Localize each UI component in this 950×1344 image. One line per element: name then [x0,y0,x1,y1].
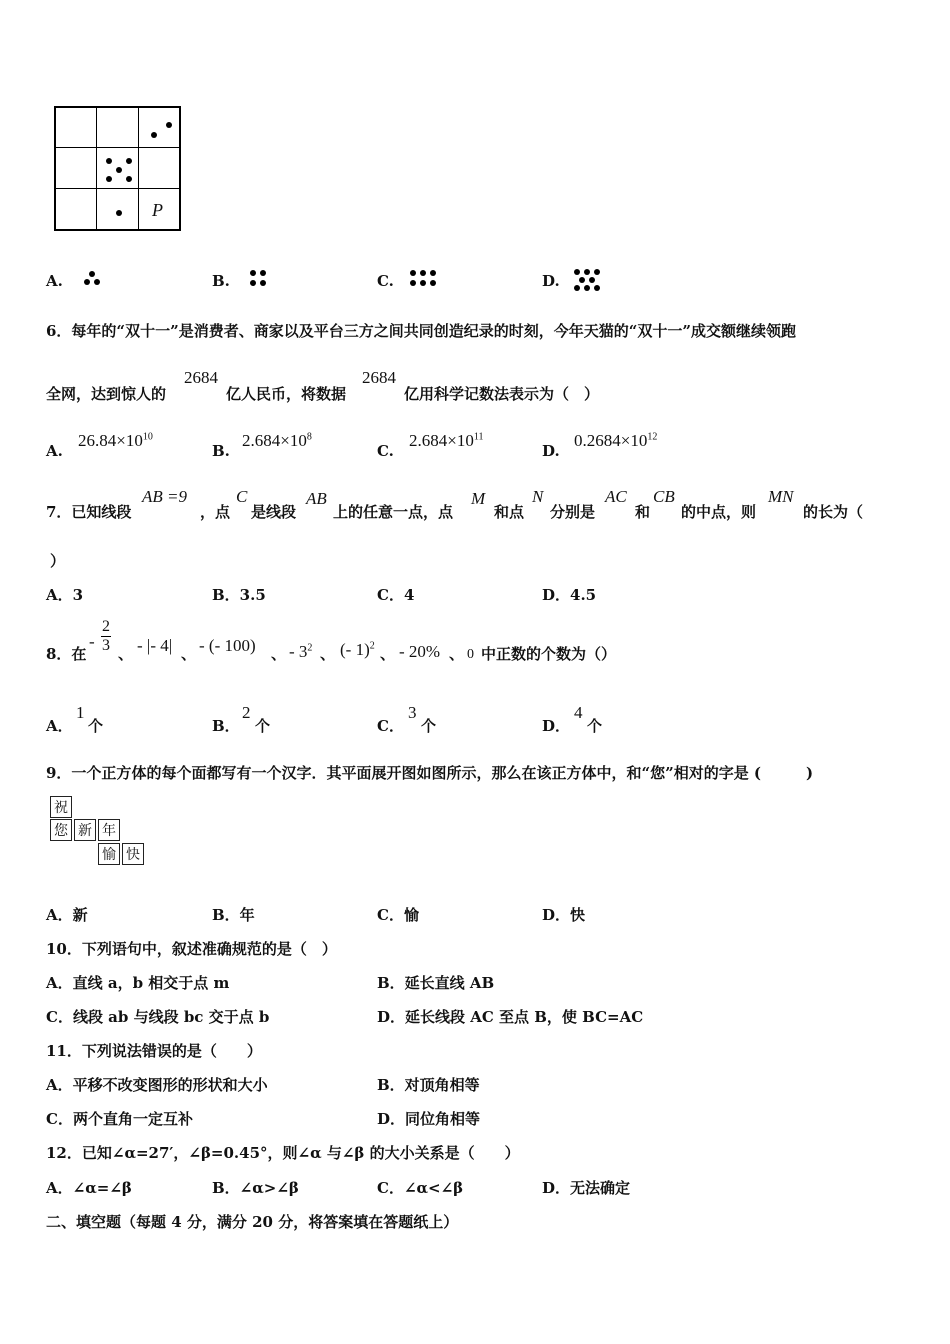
net-cell-nian: 年 [98,819,120,841]
q7-option-a: A．3 [46,586,84,604]
q6-option-c-label: C. [377,442,394,460]
q8-option-b-num: 2 [242,703,251,722]
q10-option-a: A．直线 a，b 相交于点 m [46,974,230,992]
q8-expr-6: - 20% [399,642,441,661]
q8-expr-2: - |- 4| [137,636,173,655]
q7-n: N [532,487,544,506]
net-cell-yu: 愉 [98,843,120,865]
q10-option-d: D．延长线段 AC 至点 B，使 BC=AC [377,1008,644,1026]
q10-option-b: B．延长直线 AB [377,974,495,992]
q7-text-8: 的中点，则 [681,503,757,521]
q7-m: M [471,489,486,508]
p-label: P [152,200,163,220]
q8-option-c-label: C． [377,717,404,735]
q6-option-a-value: $26.84\times 10^{10}$ [78,431,153,450]
cube-net-figure [50,796,150,868]
q8-option-d-label: D． [542,717,571,735]
q6-stem-line2-post: 亿用科学记数法表示为（ ） [404,385,600,403]
q8-option-d-num: 4 [574,703,583,722]
q7-ab: AB [306,489,327,508]
q12-stem: 12．已知∠α=27′，∠β=0.45°，则∠α 与∠β 的大小关系是（ ） [46,1144,520,1162]
q6-option-b-value: $2.684\times 10^8$ [242,431,312,450]
q8-sep-5: 、 [380,645,396,663]
q5-a-dots [84,270,104,286]
q7-mn: MN [768,487,794,506]
q7-ac: AC [605,487,627,506]
q7-text-7: 和 [635,503,651,521]
q5-option-b: B. [212,272,230,290]
q7-option-b: B．3.5 [212,586,266,604]
q8-text-tail: 中正数的个数为（） [481,645,617,663]
net-cell-kuai: 快 [122,843,144,865]
q6-option-b-label: B. [212,442,230,460]
q5-option-a: A. [46,272,63,290]
q6-stem-line1: 6．每年的“双十一”是消费者、商家以及平台三方之间共同创造纪录的时刻，今年天猫的“双十一”成交额继续领跑 [46,322,796,340]
net-cell-xin: 新 [74,819,96,841]
q12-option-a: A．∠α=∠β [46,1179,132,1197]
q9-stem: 9．一个正方体的每个面都写有一个汉字．其平面展开图如图所示，那么在该正方体中，和“您”相对的字是 ( ) [46,764,814,782]
q5-option-c: C. [377,272,394,290]
q9-option-b: B．年 [212,906,255,924]
section-2-heading: 二、填空题（每题 4 分，满分 20 分，将答案填在答题纸上） [46,1213,459,1231]
q7-option-c: C．4 [377,586,415,604]
q7-text-6: 分别是 [550,503,596,521]
q8-expr-5: (- 1)$^2$ [340,640,375,659]
q7-ab9: AB =9 [142,487,187,506]
q8-sep-3: 、 [271,645,287,663]
q5-c-dots [410,269,440,287]
q11-option-c: C．两个直角一定互补 [46,1110,193,1128]
q7-text-4: 上的任意一点，点 [333,503,454,521]
q12-option-c: C．∠α<∠β [377,1179,464,1197]
q6-option-d-value: $0.2684\times 10^{12}$ [574,431,658,450]
q8-option-d-unit: 个 [587,717,603,735]
q7-text-9: 的长为（ [803,503,864,521]
net-cell-zhu: 祝 [50,796,72,818]
q10-stem: 10．下列语句中，叙述准确规范的是（ ） [46,940,337,958]
q8-option-b-unit: 个 [255,717,271,735]
q9-option-a: A．新 [46,906,88,924]
q9-option-d: D．快 [542,906,586,924]
dot-grid-figure [54,106,181,231]
q6-num2: 2684 [362,368,396,387]
q12-option-b: B．∠α>∠β [212,1179,299,1197]
q6-option-d-label: D. [542,442,560,460]
q12-option-d: D．无法确定 [542,1179,631,1197]
q6-stem-line2-mid: 亿人民币，将数据 [226,385,347,403]
q6-stem-line2-pre: 全网，达到惊人的 [46,385,167,403]
q8-sep-6: 、 [449,645,465,663]
q7-text-10: ） [50,552,66,570]
q8-option-a-label: A． [46,717,73,735]
q8-sep-4: 、 [320,645,336,663]
q6-option-a-label: A. [46,442,63,460]
q9-option-c: C．愉 [377,906,419,924]
q6-num1: 2684 [184,368,218,387]
q8-option-c-num: 3 [408,703,417,722]
q10-option-c: C．线段 ab 与线段 bc 交于点 b [46,1008,270,1026]
q8-expr-3: - (- 100) [199,636,256,655]
q8-sep-1: 、 [118,645,134,663]
q8-option-a-num: 1 [76,703,85,722]
net-cell-nin: 您 [50,819,72,841]
q8-expr-7: 0 [467,647,474,662]
q7-text-1: 7．已知线段 [46,503,132,521]
q8-sep-2: 、 [181,645,197,663]
q5-option-d: D. [542,272,560,290]
q7-c: C [236,487,248,506]
q8-fraction: $\frac{2}{3}$ [102,618,110,654]
q8-text-1: 8．在 [46,645,87,663]
q7-text-5: 和点 [494,503,525,521]
q7-cb: CB [653,487,675,506]
q11-option-a: A．平移不改变图形的形状和大小 [46,1076,268,1094]
q8-option-b-label: B． [212,717,240,735]
q11-stem: 11．下列说法错误的是（ ） [46,1042,262,1060]
q11-option-b: B．对顶角相等 [377,1076,480,1094]
q8-expr-4: - $3^2$ [289,642,313,661]
q7-text-2: ，点 [200,503,231,521]
q6-option-c-value: $2.684\times 10^{11}$ [409,431,484,450]
q11-option-d: D．同位角相等 [377,1110,481,1128]
q8-option-a-unit: 个 [88,717,104,735]
q8-option-c-unit: 个 [421,717,437,735]
q8-frac-sign: - [89,632,95,651]
q5-b-dots [250,269,270,287]
q5-d-dots [574,268,604,294]
q7-option-d: D．4.5 [542,586,597,604]
q7-text-3: 是线段 [251,503,297,521]
